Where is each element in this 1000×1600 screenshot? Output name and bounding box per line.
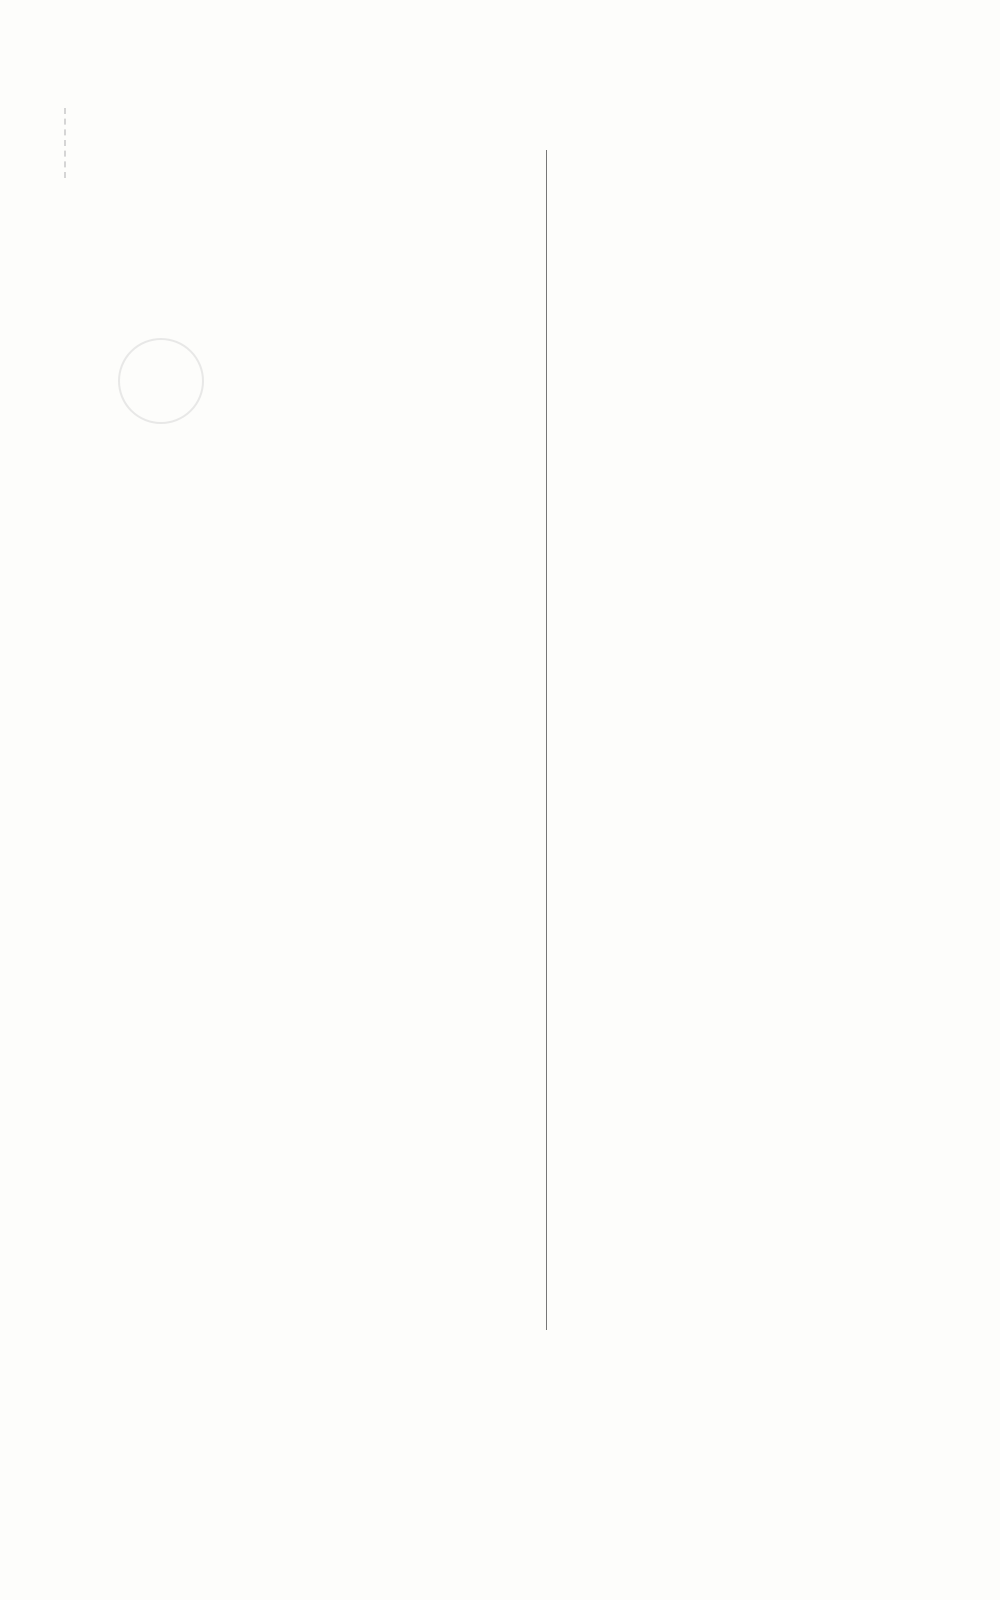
column-divider xyxy=(546,150,547,1330)
seal-stamp xyxy=(118,338,204,424)
margin-scan-marks xyxy=(64,108,80,178)
